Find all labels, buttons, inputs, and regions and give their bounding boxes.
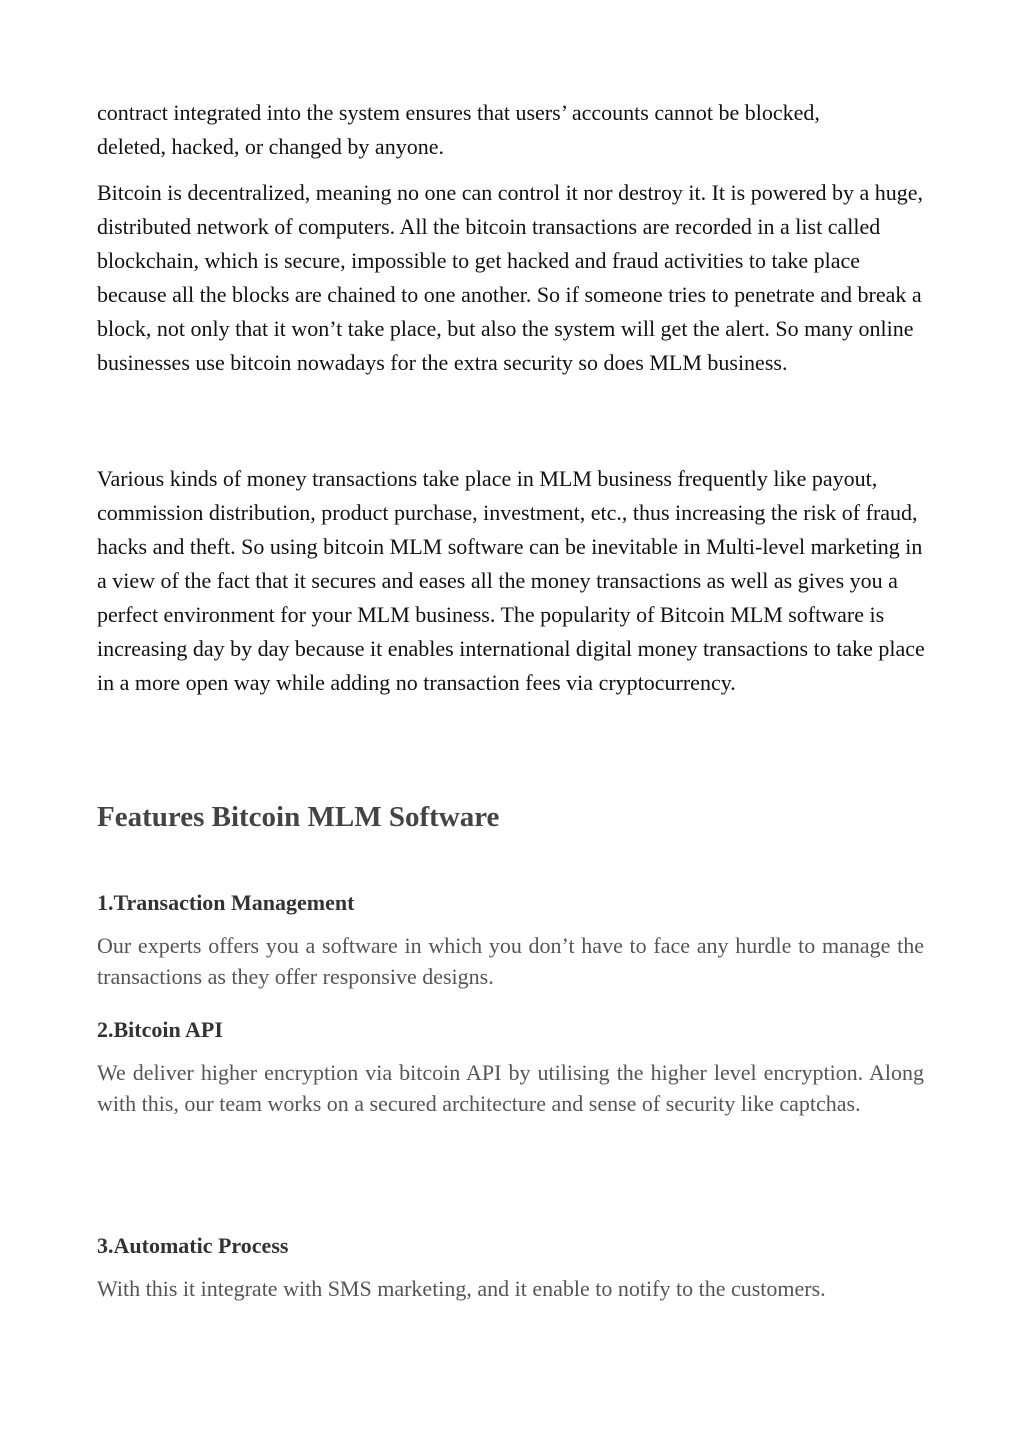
feature-title-automatic-process: 3.Automatic Process [97, 1233, 289, 1258]
feature-description-transaction-management: Our experts offers you a software in which you don’t have to face any hurdle to manage the transactions as they offer responsive designs. [97, 933, 924, 989]
paragraph-contract: contract integrated into the system ensures that users’ accounts cannot be blocked, deleted, hacked, or changed by anyone. [97, 100, 820, 159]
feature-description-automatic-process: With this it integrate with SMS marketing, and it enable to notify to the customers. [97, 1276, 826, 1301]
section-title: Features Bitcoin MLM Software [97, 801, 500, 833]
feature-title-transaction-management: 1.Transaction Management [97, 890, 355, 915]
feature-title-bitcoin-api: 2.Bitcoin API [97, 1017, 223, 1042]
feature-description-bitcoin-api: We deliver higher encryption via bitcoin API by utilising the higher level encryption. Along with this, our team works on a secured architecture and sense of security like captchas. [97, 1060, 924, 1116]
paragraph-money-transactions: Various kinds of money transactions take place in MLM business frequently like payout, commission distribution, product purchase, investment, etc., thus increasing the risk of fraud, hacks and theft. So using bitcoin MLM software can be inevitable in Multi-level marketing in a view of the fact that it secures and eases all the money transactions as well as gives you a perfect environment for your MLM business. The popularity of Bitcoin MLM software is increasing day by day because it enables international digital money transactions to take place in a more open way while adding no transaction fees via cryptocurrency. [97, 466, 925, 695]
paragraph-bitcoin-decentralized: Bitcoin is decentralized, meaning no one can control it nor destroy it. It is powered by a huge, distributed network of computers. All the bitcoin transactions are recorded in a list called blockchain, which is secure, impossible to get hacked and fraud activities to take place because all the blocks are chained to one another. So if someone tries to penetrate and break a block, not only that it won’t take place, but also the system will get the alert. So many online businesses use bitcoin nowadays for the extra security so does MLM business. [97, 180, 923, 375]
